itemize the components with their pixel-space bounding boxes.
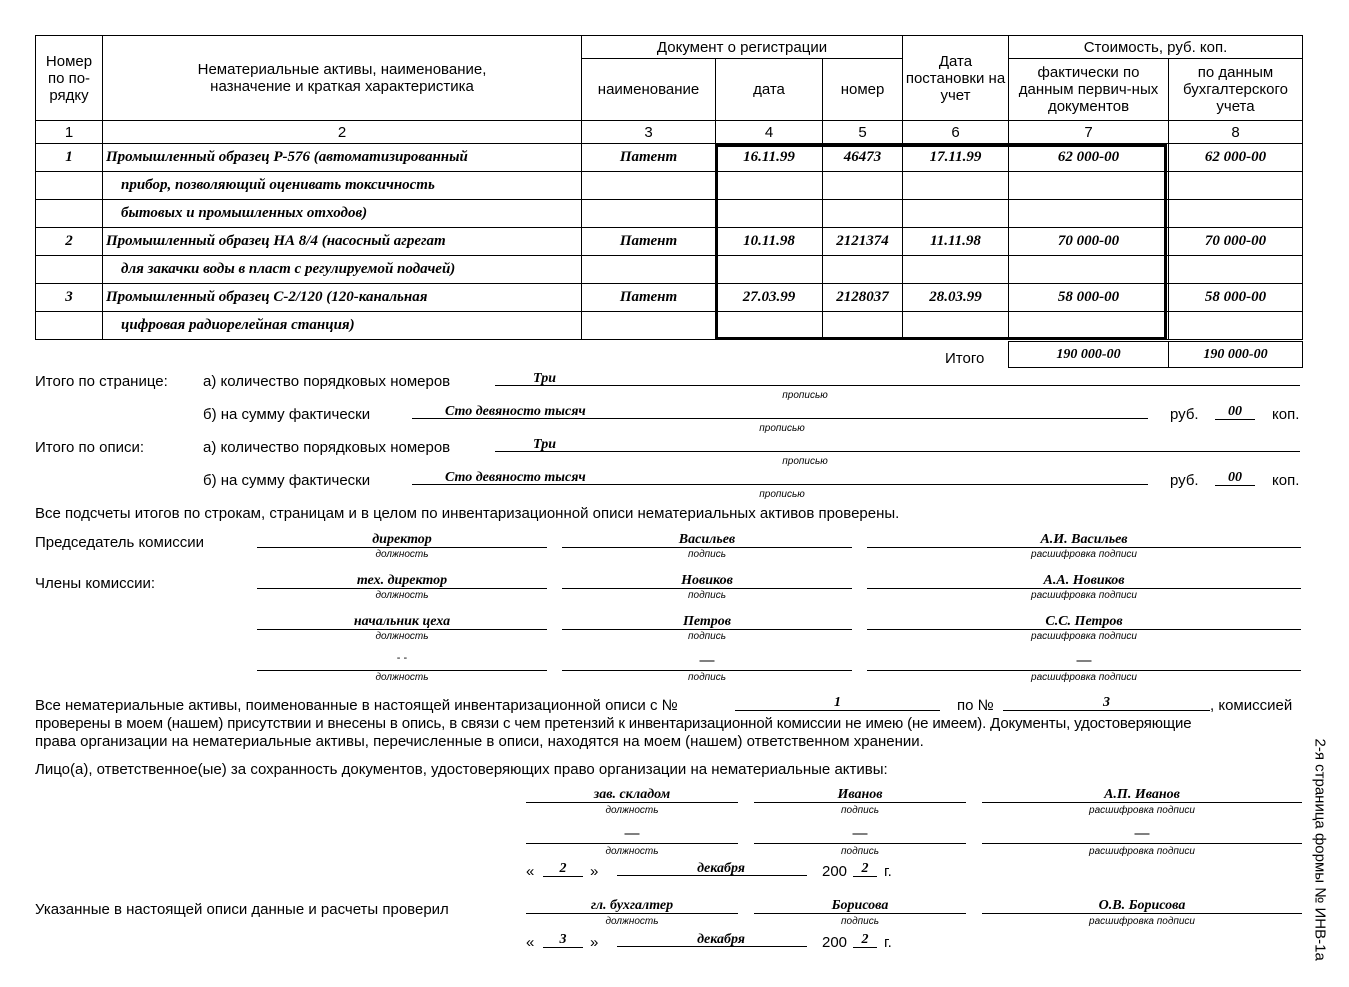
row-desc: для закачки воды в пласт с регулируемой подачей) xyxy=(103,256,582,284)
header-assets: Нематериальные активы, наименование, назначение и краткая характеристика xyxy=(103,36,582,121)
caption-in-words: прописью xyxy=(759,489,805,500)
col-number: 8 xyxy=(1169,121,1303,144)
member-signature: — xyxy=(562,652,852,671)
caption-signature: подпись xyxy=(841,916,879,927)
date-g: г. xyxy=(884,863,892,880)
caption-decoding: расшифровка подписи xyxy=(1031,590,1137,601)
table-row xyxy=(36,284,1303,312)
col-number: 1 xyxy=(36,121,103,144)
caption-signature: подпись xyxy=(688,672,726,683)
ver-date-year: 2 xyxy=(853,929,877,948)
date-year-prefix: 200 xyxy=(822,934,848,951)
header-reg-date: Дата постановки на учет xyxy=(903,36,1009,121)
date-open: « xyxy=(526,863,535,880)
caption-signature: подпись xyxy=(688,590,726,601)
row-date: 10.11.98 xyxy=(716,228,823,256)
row-doc: Патент xyxy=(582,284,716,312)
caption-decoding: расшифровка подписи xyxy=(1031,672,1137,683)
ver-date-day: 3 xyxy=(543,929,583,948)
table-row xyxy=(36,256,1303,284)
statement-part2: по № xyxy=(957,697,994,714)
row-date: 16.11.99 xyxy=(716,144,823,172)
row-book: 58 000-00 xyxy=(1169,284,1303,312)
chair-signature: Васильев xyxy=(562,529,852,548)
table-row xyxy=(36,144,1303,172)
rub-label: руб. xyxy=(1170,406,1199,423)
caption-position: должность xyxy=(375,631,429,642)
table-row xyxy=(36,172,1303,200)
row-desc: Промышленный образец Р-576 (автоматизированный xyxy=(103,144,582,172)
row-desc: бытовых и промышленных отходов) xyxy=(103,200,582,228)
chair-name: А.И. Васильев xyxy=(867,529,1301,548)
row-num: 2 xyxy=(36,228,103,256)
row-doc: Патент xyxy=(582,228,716,256)
total-label: Итого xyxy=(945,350,985,367)
inventory-table xyxy=(35,35,1303,340)
caption-decoding: расшифровка подписи xyxy=(1089,805,1195,816)
inventory-totals-label: Итого по описи: xyxy=(35,439,144,456)
caption-position: должность xyxy=(605,916,659,927)
resp2-signature: — xyxy=(754,825,966,844)
caption-decoding: расшифровка подписи xyxy=(1089,916,1195,927)
row-number: 46473 xyxy=(823,144,903,172)
rub-label: руб. xyxy=(1170,472,1199,489)
table-row xyxy=(36,200,1303,228)
col-number: 6 xyxy=(903,121,1009,144)
col-number: 3 xyxy=(582,121,716,144)
row-desc: прибор, позволяющий оценивать токсичность xyxy=(103,172,582,200)
col-number: 7 xyxy=(1009,121,1169,144)
caption-in-words: прописью xyxy=(782,390,828,401)
header-cost-group: Стоимость, руб. коп. xyxy=(1009,36,1303,59)
ver-date-month: декабря xyxy=(617,929,807,947)
chair-label: Председатель комиссии xyxy=(35,534,204,551)
verifier-position: гл. бухгалтер xyxy=(526,895,738,914)
inv-count-field: Три xyxy=(495,434,1300,452)
header-doc-name: наименование xyxy=(582,59,716,121)
row-doc: Патент xyxy=(582,144,716,172)
row-reg: 17.11.99 xyxy=(903,144,1009,172)
caption-decoding: расшифровка подписи xyxy=(1089,846,1195,857)
row-num: 1 xyxy=(36,144,103,172)
member-name: — xyxy=(867,652,1301,671)
inv-count-label: а) количество порядковых номеров xyxy=(203,439,451,456)
page-count-label: а) количество порядковых номеров xyxy=(203,373,451,390)
verifier-name: О.В. Борисова xyxy=(982,895,1302,914)
statement-line2: проверены в моем (нашем) присутствии и внесены в опись, в связи с чем претензий к инвентаризационной комиссии не имею (не имеем). Документы, удостоверяющие xyxy=(35,715,1192,732)
table-row xyxy=(36,228,1303,256)
header-cost-book: по данным бухгалтерского учета xyxy=(1169,59,1303,121)
resp2-name: — xyxy=(982,825,1302,844)
resp1-position: зав. складом xyxy=(526,784,738,803)
row-desc: Промышленный образец НА 8/4 (насосный агрегат xyxy=(103,228,582,256)
caption-position: должность xyxy=(375,549,429,560)
statement-part1: Все нематериальные активы, поименованные в настоящей инвентаризационной описи с № xyxy=(35,697,678,714)
caption-signature: подпись xyxy=(841,805,879,816)
resp1-signature: Иванов xyxy=(754,784,966,803)
total-book: 190 000-00 xyxy=(1168,341,1303,368)
side-form-label: 2-я страница формы № ИНВ-1а xyxy=(1311,738,1329,961)
caption-signature: подпись xyxy=(688,631,726,642)
member-signature: Новиков xyxy=(562,570,852,589)
inv-sum-label: б) на сумму фактически xyxy=(203,472,371,489)
chair-position: директор xyxy=(257,529,547,548)
caption-position: должность xyxy=(375,672,429,683)
col-number: 5 xyxy=(823,121,903,144)
row-book: 70 000-00 xyxy=(1169,228,1303,256)
checked-statement: Все подсчеты итогов по строкам, страницам и в целом по инвентаризационной описи нематериальных активов проверены. xyxy=(35,505,900,522)
inv-sum-field: Сто девяносто тысяч xyxy=(412,467,1148,485)
resp1-name: А.П. Иванов xyxy=(982,784,1302,803)
member-name: С.С. Петров xyxy=(867,611,1301,630)
caption-decoding: расшифровка подписи xyxy=(1031,631,1137,642)
member-position: начальник цеха xyxy=(257,611,547,630)
statement-part3: , комиссией xyxy=(1210,697,1293,714)
row-number: 2128037 xyxy=(823,284,903,312)
page-sum-label: б) на сумму фактически xyxy=(203,406,371,423)
resp-date-month: декабря xyxy=(617,858,807,876)
row-actual: 62 000-00 xyxy=(1009,144,1169,172)
member-name: А.А. Новиков xyxy=(867,570,1301,589)
caption-signature: подпись xyxy=(688,549,726,560)
verifier-signature: Борисова xyxy=(754,895,966,914)
col-number: 2 xyxy=(103,121,582,144)
header-cost-actual: фактически по данным первич-ных документов xyxy=(1009,59,1169,121)
row-num: 3 xyxy=(36,284,103,312)
header-doc-date: дата xyxy=(716,59,823,121)
page-count-field: Три xyxy=(495,368,1300,386)
caption-position: должность xyxy=(605,846,659,857)
total-actual: 190 000-00 xyxy=(1008,341,1169,368)
row-reg: 11.11.98 xyxy=(903,228,1009,256)
verifier-label: Указанные в настоящей описи данные и расчеты проверил xyxy=(35,901,449,918)
caption-position: должность xyxy=(605,805,659,816)
row-desc: Промышленный образец С-2/120 (120-канальная xyxy=(103,284,582,312)
resp-date-year: 2 xyxy=(853,858,877,877)
statement-from: 1 xyxy=(735,692,940,711)
caption-decoding: расшифровка подписи xyxy=(1031,549,1137,560)
date-close: » xyxy=(590,863,599,880)
member-position: тех. директор xyxy=(257,570,547,589)
row-number: 2121374 xyxy=(823,228,903,256)
header-doc-number: номер xyxy=(823,59,903,121)
row-date: 27.03.99 xyxy=(716,284,823,312)
caption-in-words: прописью xyxy=(782,456,828,467)
date-close: » xyxy=(590,934,599,951)
statement-to: 3 xyxy=(1003,692,1210,711)
resp2-position: — xyxy=(526,825,738,844)
page-totals-label: Итого по странице: xyxy=(35,373,168,390)
responsible-label: Лицо(а), ответственное(ые) за сохранность документов, удостоверяющих право организации на нематериальные активы: xyxy=(35,761,888,778)
header-num: Номер по по-рядку xyxy=(36,36,103,121)
caption-signature: подпись xyxy=(841,846,879,857)
col-number: 4 xyxy=(716,121,823,144)
header-doc-group: Документ о регистрации xyxy=(582,36,903,59)
member-signature: Петров xyxy=(562,611,852,630)
caption-in-words: прописью xyxy=(759,423,805,434)
kop-label: коп. xyxy=(1272,406,1300,423)
members-label: Члены комиссии: xyxy=(35,575,156,592)
row-desc: цифровая радиорелейная станция) xyxy=(103,312,582,340)
inv-kop-field: 00 xyxy=(1215,467,1255,486)
date-g: г. xyxy=(884,934,892,951)
page-kop-field: 00 xyxy=(1215,401,1255,420)
date-open: « xyxy=(526,934,535,951)
row-actual: 70 000-00 xyxy=(1009,228,1169,256)
kop-label: коп. xyxy=(1272,472,1300,489)
resp-date-day: 2 xyxy=(543,858,583,877)
date-year-prefix: 200 xyxy=(822,863,848,880)
page-sum-field: Сто девяносто тысяч xyxy=(412,401,1148,419)
row-reg: 28.03.99 xyxy=(903,284,1009,312)
row-actual: 58 000-00 xyxy=(1009,284,1169,312)
row-book: 62 000-00 xyxy=(1169,144,1303,172)
caption-position: должность xyxy=(375,590,429,601)
statement-line3: права организации на нематериальные активы, перечисленные в описи, находятся на моем (нашем) ответственном хранении. xyxy=(35,733,924,750)
table-row xyxy=(36,312,1303,340)
member-position: - - xyxy=(257,652,547,671)
